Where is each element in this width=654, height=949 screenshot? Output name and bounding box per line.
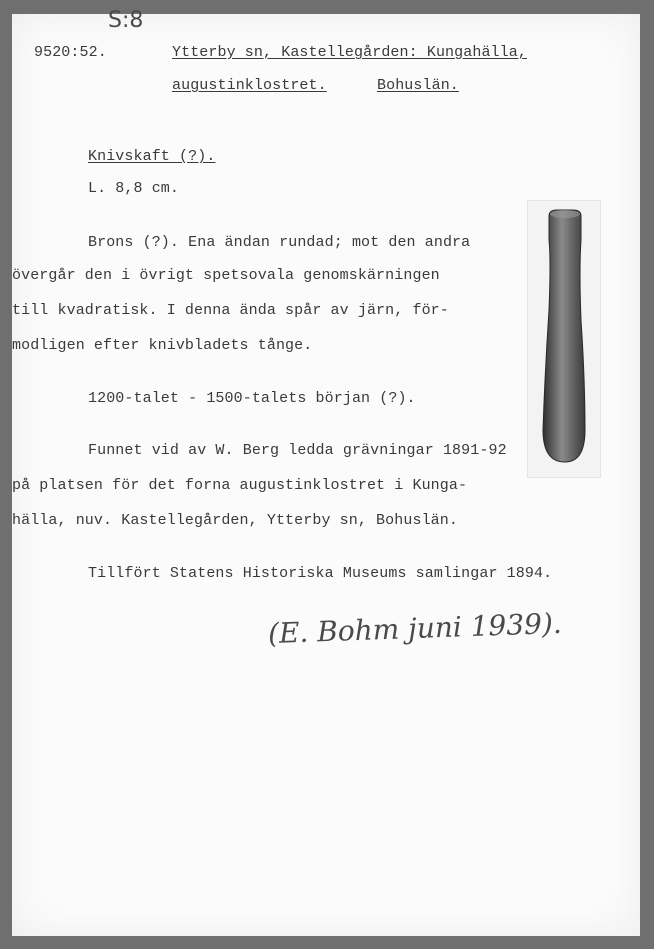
description-line-4: modligen efter knivbladets tånge.: [12, 337, 313, 354]
find-line-3: hälla, nuv. Kastellegården, Ytterby sn, Bohuslän.: [12, 512, 458, 529]
catalog-card: [12, 8, 640, 936]
object-name: Knivskaft (?).: [88, 148, 216, 165]
find-line-1: Funnet vid av W. Berg ledda grävningar 1891-92: [88, 442, 507, 459]
site-line-2: augustinklostret.: [172, 77, 327, 94]
province: Bohuslän.: [377, 77, 459, 94]
find-line-2: på platsen för det forna augustinklostret i Kunga-: [12, 477, 468, 494]
description-line-2: övergår den i övrigt spetsovala genomskärningen: [12, 267, 440, 284]
site-line-1: Ytterby sn, Kastellegården: Kungahälla,: [172, 44, 527, 61]
measurement: L. 8,8 cm.: [88, 180, 180, 197]
acquisition: Tillfört Statens Historiska Museums samlingar 1894.: [88, 565, 553, 582]
card-number: S:8: [108, 8, 144, 33]
description-line-1: Brons (?). Ena ändan rundad; mot den andra: [88, 234, 471, 251]
handwritten-note: (E. Bohm juni 1939).: [267, 606, 563, 651]
dating: 1200-talet - 1500-talets början (?).: [88, 390, 416, 407]
description-line-3: till kvadratisk. I denna ända spår av järn, för-: [12, 302, 449, 319]
catalog-number: 9520:52.: [34, 44, 107, 61]
artifact-photo: [527, 200, 601, 478]
knife-handle-artifact-icon: [527, 200, 601, 478]
